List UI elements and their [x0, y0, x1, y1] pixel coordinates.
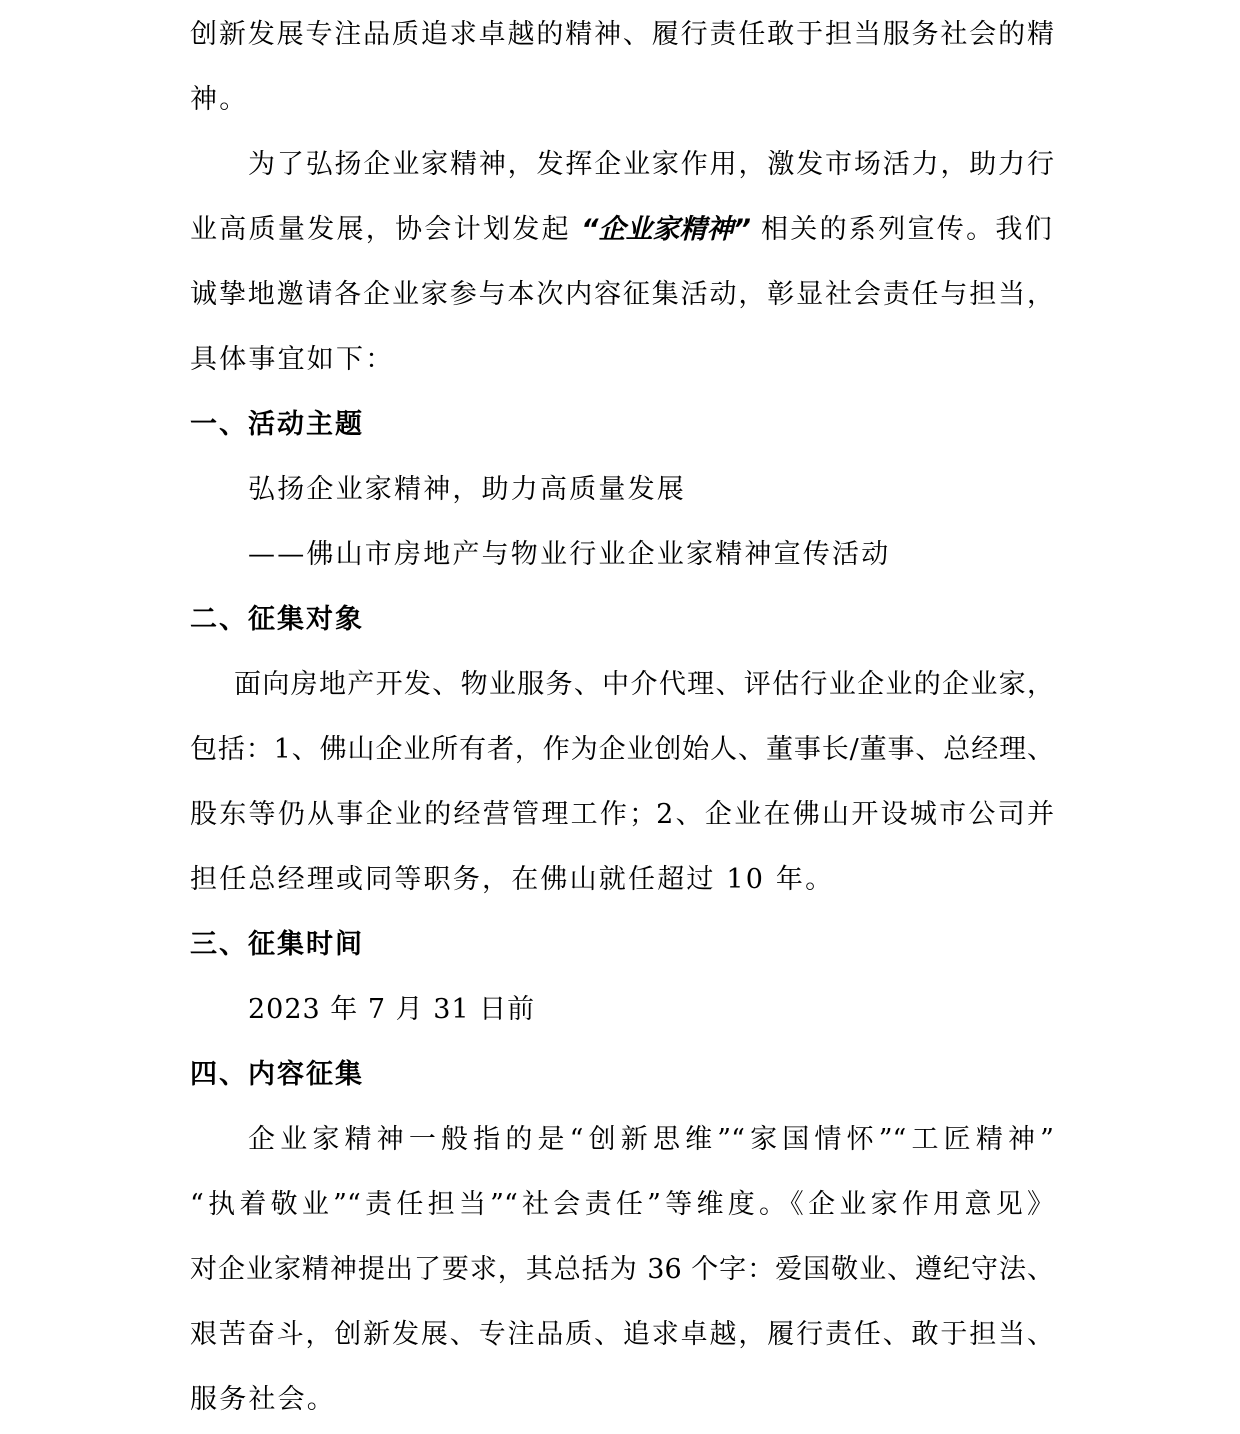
- intro-paragraph-line-4: 具体事宜如下：: [190, 344, 395, 375]
- theme-line-2: ——佛山市房地产与物业行业企业家精神宣传活动: [248, 539, 891, 570]
- intro-paragraph-line-3: 诚挚地邀请各企业家参与本次内容征集活动，彰显社会责任与担当，: [190, 279, 1054, 310]
- target-line-4: 担任总经理或同等职务，在佛山就任超过 10 年。: [190, 864, 835, 895]
- intro-tail-line-1: 创新发展专注品质追求卓越的精神、履行责任敢于担当服务社会的精: [190, 19, 1054, 50]
- deadline-line: 2023 年 7 月 31 日前: [248, 994, 536, 1025]
- content-line-5: 服务社会。: [190, 1384, 336, 1415]
- theme-line-1: 弘扬企业家精神，助力高质量发展: [248, 474, 686, 505]
- section-heading-time: 三、征集时间: [190, 929, 364, 960]
- content-line-3: 对企业家精神提出了要求，其总括为 36 个字：爱国敬业、遵纪守法、: [190, 1254, 1054, 1285]
- intro-tail-line-2: 神。: [190, 84, 249, 115]
- intro-paragraph-line-2: [190, 210, 1054, 250]
- target-line-3: 股东等仍从事企业的经营管理工作；2、企业在佛山开设城市公司并: [190, 799, 1054, 830]
- intro-paragraph-text-after: 相关的系列宣传。我们: [761, 214, 1054, 245]
- content-line-1: 企业家精神一般指的是“创新思维”“家国情怀”“工匠精神”: [248, 1124, 1054, 1155]
- section-heading-target: 二、征集对象: [190, 604, 364, 635]
- content-line-2: “执着敬业”“责任担当”“社会责任”等维度。《企业家作用意见》: [190, 1189, 1054, 1220]
- target-line-1: 面向房地产开发、物业服务、中介代理、评估行业企业的企业家，: [234, 669, 1054, 700]
- section-heading-theme: 一、活动主题: [190, 409, 364, 440]
- section-heading-content: 四、内容征集: [190, 1059, 364, 1090]
- intro-paragraph-text-before: 业高质量发展，协会计划发起: [190, 214, 571, 245]
- intro-paragraph-line-1: 为了弘扬企业家精神，发挥企业家作用，激发市场活力，助力行: [248, 149, 1054, 180]
- content-line-4: 艰苦奋斗，创新发展、专注品质、追求卓越，履行责任、敢于担当、: [190, 1319, 1054, 1350]
- target-line-2: 包括：1、佛山企业所有者，作为企业创始人、董事长/董事、总经理、: [190, 734, 1054, 765]
- emphasized-phrase: “企业家精神”: [581, 214, 751, 245]
